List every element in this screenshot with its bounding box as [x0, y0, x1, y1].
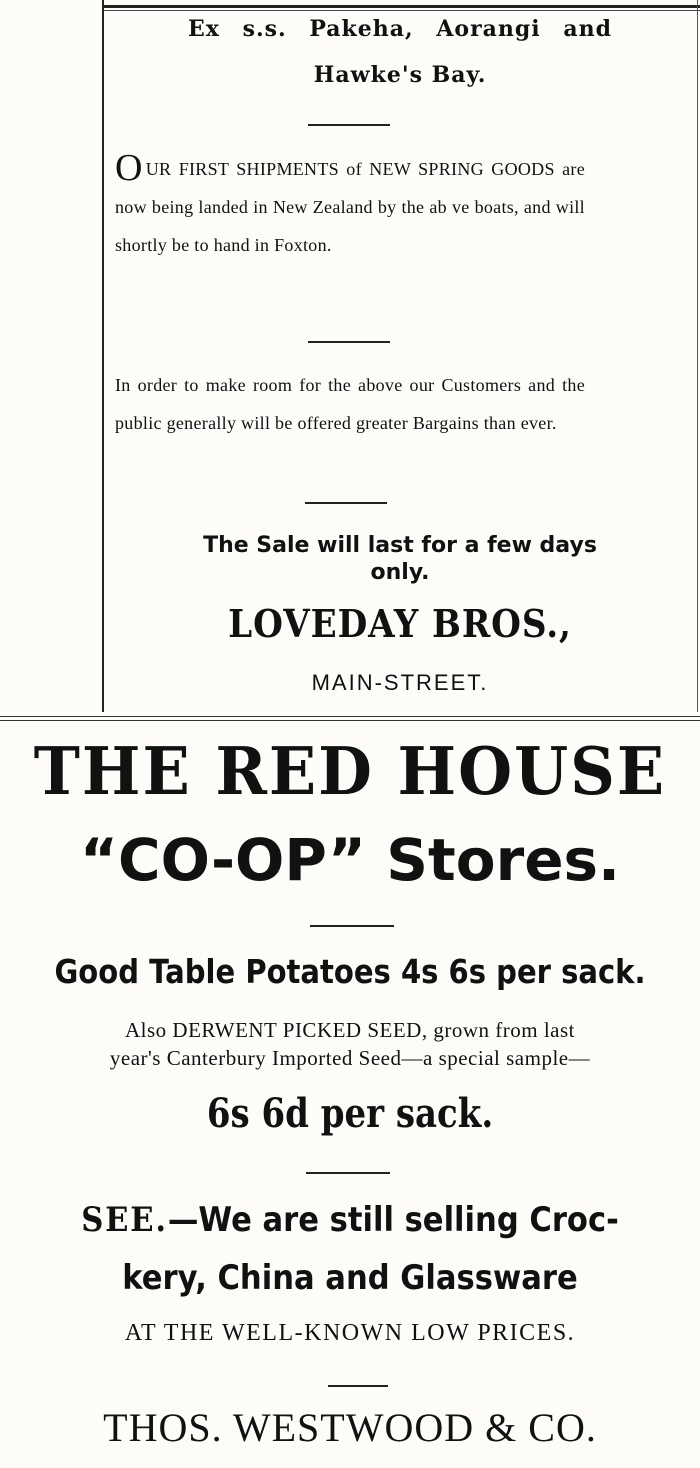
top-rule-thin: [102, 10, 700, 11]
section-rule-thin: [0, 720, 700, 721]
ad2-firm-name: THOS. WESTWOOD & CO.: [103, 1405, 597, 1450]
ad1-street: MAIN-STREET.: [311, 670, 489, 695]
column-left-border: [102, 0, 104, 712]
ad1-paragraph-1-text: UR FIRST SHIPMENTS of NEW SPRING GOODS are now being landed in New Zealand by the ab ve boats, and will shortly be to hand in Foxton.: [115, 159, 585, 255]
divider: [308, 341, 390, 343]
ad1-sale-line2: only.: [370, 560, 430, 585]
ad2-seed-price: 6s 6d per sack.: [206, 1090, 494, 1137]
divider: [308, 124, 390, 126]
ad2-low-prices: AT THE WELL-KNOWN LOW PRICES.: [124, 1320, 576, 1346]
ad1-sale-line1: The Sale will last for a few days: [203, 533, 597, 558]
ad2-see-line2: kery, China and Glassware: [122, 1258, 578, 1298]
divider: [310, 925, 394, 927]
top-rule: [102, 5, 700, 8]
ad2-see-line1-rest: —We are still selling Croc-: [167, 1200, 619, 1240]
ad1-firm-name: LOVEDAY BROS.,: [228, 601, 572, 646]
ad2-seed-line1: Also DERWENT PICKED SEED, grown from last: [124, 1018, 575, 1042]
ad2-seed-line2: year's Canterbury Imported Seed—a special sample—: [109, 1046, 591, 1070]
ad1-heading-line1: Ex s.s. Pakeha, Aorangi and: [188, 16, 612, 42]
ad1-heading-line2: Hawke's Bay.: [313, 62, 487, 88]
ad1-paragraph-2: In order to make room for the above our Customers and the public generally will be offered greater Bargains than ever.: [115, 375, 585, 433]
ad2-title-line1: THE RED HOUSE: [33, 733, 667, 810]
divider: [305, 502, 387, 504]
ad2-potatoes: Good Table Potatoes 4s 6s per sack.: [54, 952, 646, 991]
ad1-paragraph-1: [115, 147, 585, 264]
divider: [328, 1385, 388, 1387]
section-rule: [0, 716, 700, 717]
drop-cap: O: [115, 147, 143, 189]
column-right-border: [697, 0, 698, 712]
see-word: SEE.: [81, 1200, 168, 1240]
ad2-title-line2: “CO-OP” Stores.: [79, 826, 621, 894]
ad2-see-line1: [35, 1200, 665, 1240]
divider: [306, 1172, 390, 1174]
